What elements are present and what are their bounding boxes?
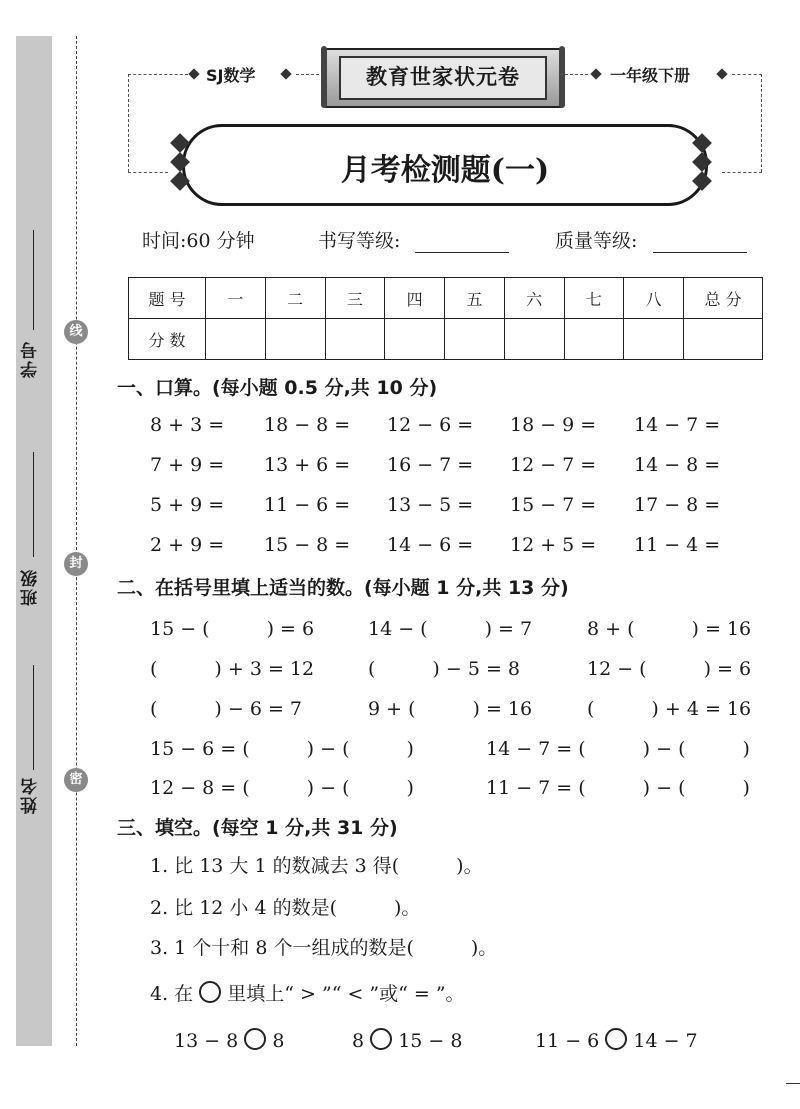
grade-label: 一年级下册	[610, 66, 691, 85]
compare-item-2	[352, 1028, 462, 1052]
compare-right: 14 − 7	[633, 1030, 698, 1052]
header-dash-left-vert	[128, 74, 129, 172]
fill-blank-item[interactable]: ( ) + 4 = 16	[587, 698, 752, 720]
oral-calc-item: 13 + 6 =	[264, 454, 351, 476]
score-cell[interactable]	[504, 319, 564, 360]
fill-blank-item[interactable]: 8 + ( ) = 16	[587, 618, 752, 640]
oral-calc-item: 12 + 5 =	[510, 534, 597, 556]
fill-blank-item[interactable]: 12 − 8 = ( ) − ( )	[150, 777, 414, 799]
student-id-field[interactable]	[33, 230, 34, 330]
header-dash-right	[732, 74, 762, 75]
diamond-icon	[188, 68, 199, 79]
fill-blank-item[interactable]: 15 − 6 = ( ) − ( )	[150, 738, 414, 760]
page-edge-mark	[786, 1083, 800, 1084]
writing-grade-field[interactable]	[415, 232, 509, 253]
table-header-cell: 四	[385, 278, 445, 319]
quality-grade-field[interactable]	[653, 232, 747, 253]
table-header-cell: 六	[504, 278, 564, 319]
header-dash-left-bottom	[128, 172, 168, 173]
binding-strip	[16, 36, 52, 1046]
fill-blank-item[interactable]: 14 − ( ) = 7	[368, 618, 533, 640]
table-header-cell: 八	[624, 278, 684, 319]
compare-right: 15 − 8	[398, 1030, 463, 1052]
fill-blank-item[interactable]: ( ) + 3 = 12	[150, 658, 315, 680]
oral-calc-item: 12 − 7 =	[510, 454, 597, 476]
table-header-cell: 七	[564, 278, 624, 319]
oral-calc-item: 8 + 3 =	[150, 414, 225, 436]
seal-secret-mark: 密	[64, 768, 88, 792]
fill-blank-item[interactable]: 11 − 7 = ( ) − ( )	[486, 777, 750, 799]
question-4	[150, 979, 465, 1006]
fill-blank-item[interactable]: 15 − ( ) = 6	[150, 618, 315, 640]
score-cell[interactable]	[684, 319, 763, 360]
header-dash-right-vert	[761, 74, 762, 172]
scroll-roller-icon	[321, 46, 327, 108]
compare-item-3	[535, 1028, 698, 1052]
table-header-cell: 题 号	[129, 278, 206, 319]
compare-left: 11 − 6	[535, 1030, 600, 1052]
score-cell[interactable]	[325, 319, 385, 360]
oral-calc-item: 12 − 6 =	[387, 414, 474, 436]
name-field[interactable]	[33, 665, 34, 770]
header-dash	[296, 74, 324, 75]
table-header-cell: 一	[206, 278, 266, 319]
header-dash	[560, 74, 588, 75]
page-title: 月考检测题(一)	[340, 153, 550, 188]
oral-calc-item: 14 − 8 =	[634, 454, 721, 476]
name-label: 姓名	[21, 776, 41, 814]
class-label: 班级	[21, 568, 41, 606]
compare-left: 13 − 8	[174, 1030, 239, 1052]
oral-calc-item: 15 − 7 =	[510, 494, 597, 516]
oral-calc-item: 16 − 7 =	[387, 454, 474, 476]
oral-calc-item: 14 − 6 =	[387, 534, 474, 556]
writing-grade-label: 书写等级:	[318, 230, 401, 252]
student-id-label: 学号	[21, 340, 41, 378]
seal-seal-mark: 封	[64, 552, 88, 576]
diamond-icon	[716, 68, 727, 79]
table-row	[129, 319, 763, 360]
subject-label: SJ数学	[206, 66, 256, 85]
oral-calc-item: 18 − 8 =	[264, 414, 351, 436]
question-3[interactable]: 3. 1 个十和 8 个一组成的数是( )。	[150, 937, 498, 959]
series-banner	[325, 48, 561, 108]
oral-calc-item: 18 − 9 =	[510, 414, 597, 436]
table-header-row	[129, 278, 763, 319]
seal-line-mark: 线	[64, 320, 88, 344]
circle-icon	[199, 981, 221, 1003]
section-3-title: 三、填空。(每空 1 分,共 31 分)	[117, 817, 398, 839]
fill-blank-item[interactable]: 9 + ( ) = 16	[368, 698, 533, 720]
compare-circle[interactable]	[605, 1028, 627, 1050]
table-header-cell: 三	[325, 278, 385, 319]
table-header-cell: 五	[445, 278, 505, 319]
class-field[interactable]	[33, 452, 34, 557]
quality-grade-label: 质量等级:	[555, 230, 638, 252]
header-dash-left	[128, 74, 188, 75]
header-dash-right-bottom	[722, 172, 762, 173]
table-header-cell: 二	[265, 278, 325, 319]
score-cell[interactable]	[445, 319, 505, 360]
fill-blank-item[interactable]: ( ) − 5 = 8	[368, 658, 521, 680]
score-cell[interactable]	[265, 319, 325, 360]
series-title: 教育世家状元卷	[339, 56, 547, 100]
question-1[interactable]: 1. 比 13 大 1 的数减去 3 得( )。	[150, 855, 483, 877]
score-row-label: 分 数	[129, 319, 206, 360]
compare-item-1	[174, 1028, 284, 1052]
oral-calc-item: 13 − 5 =	[387, 494, 474, 516]
oral-calc-item: 11 − 6 =	[264, 494, 351, 516]
title-frame	[182, 124, 708, 206]
oral-calc-item: 14 − 7 =	[634, 414, 721, 436]
compare-circle[interactable]	[244, 1028, 266, 1050]
score-cell[interactable]	[564, 319, 624, 360]
diamond-icon	[590, 68, 601, 79]
compare-circle[interactable]	[370, 1028, 392, 1050]
fill-blank-item[interactable]: 12 − ( ) = 6	[587, 658, 752, 680]
oral-calc-item: 11 − 4 =	[634, 534, 721, 556]
question-2[interactable]: 2. 比 12 小 4 的数是( )。	[150, 897, 421, 919]
oral-calc-item: 7 + 9 =	[150, 454, 225, 476]
score-cell[interactable]	[624, 319, 684, 360]
cut-line	[76, 36, 77, 1046]
question-4-suffix: 里填上“ > ”“ < ”或“ = ”。	[227, 983, 465, 1005]
score-cell[interactable]	[385, 319, 445, 360]
time-label: 时间:60 分钟	[142, 230, 255, 252]
compare-left: 8	[352, 1030, 365, 1052]
scroll-roller-icon	[559, 46, 565, 108]
score-table	[128, 277, 763, 360]
table-header-cell: 总 分	[684, 278, 763, 319]
compare-right: 8	[272, 1030, 285, 1052]
fill-blank-item[interactable]: 14 − 7 = ( ) − ( )	[486, 738, 750, 760]
oral-calc-item: 17 − 8 =	[634, 494, 721, 516]
question-4-prefix: 4. 在	[150, 983, 194, 1005]
section-2-title: 二、在括号里填上适当的数。(每小题 1 分,共 13 分)	[117, 577, 569, 599]
oral-calc-item: 2 + 9 =	[150, 534, 225, 556]
oral-calc-item: 5 + 9 =	[150, 494, 225, 516]
fill-blank-item[interactable]: ( ) − 6 = 7	[150, 698, 303, 720]
section-1-title: 一、口算。(每小题 0.5 分,共 10 分)	[117, 377, 438, 399]
oral-calc-item: 15 − 8 =	[264, 534, 351, 556]
diamond-icon	[280, 68, 291, 79]
score-cell[interactable]	[206, 319, 266, 360]
